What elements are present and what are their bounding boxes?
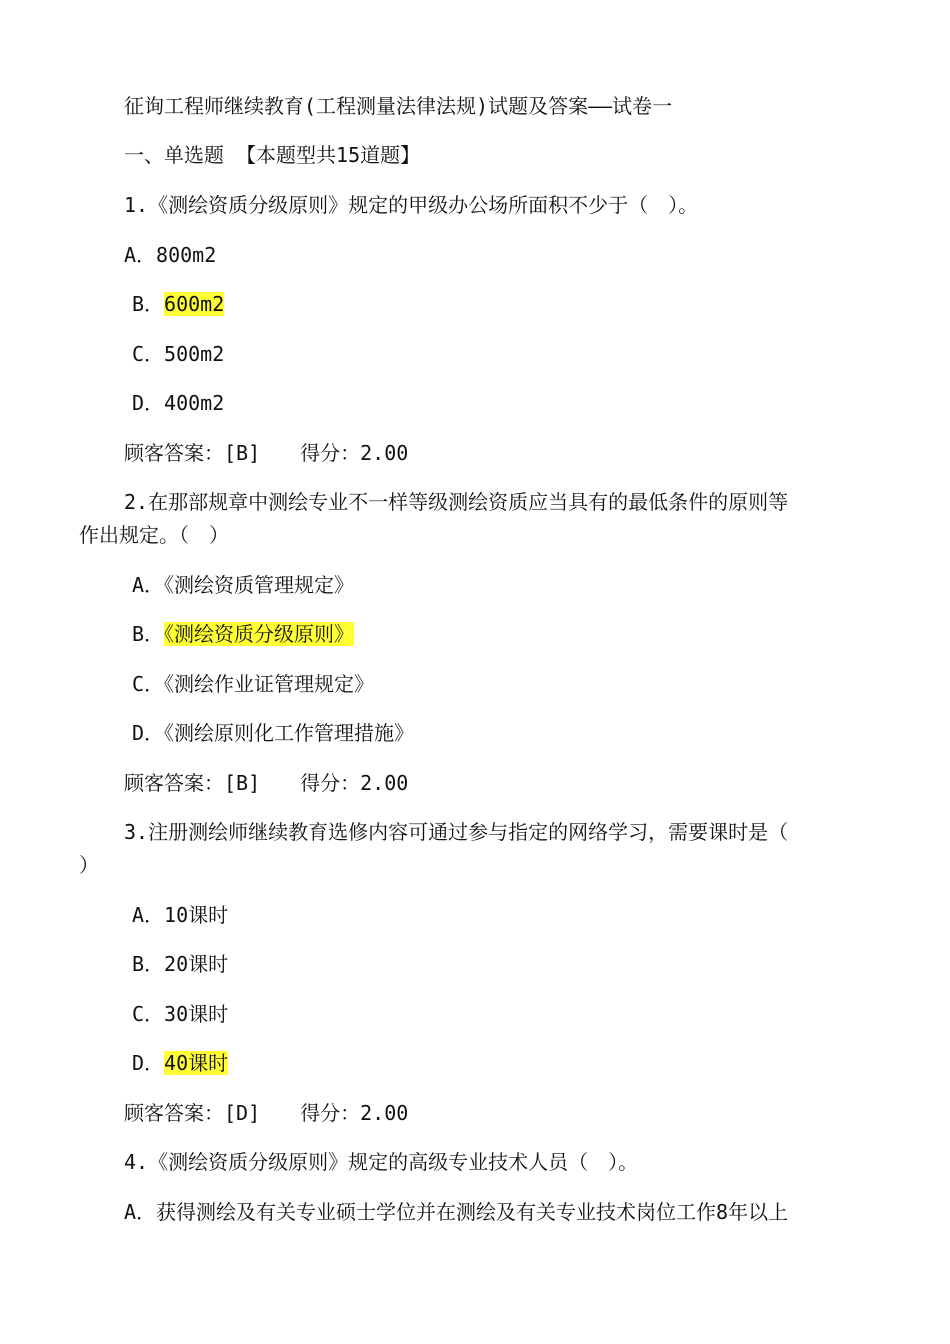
option-label: D．	[132, 391, 165, 415]
question-1-option-c	[132, 340, 224, 368]
question-2-stem-line1: 2.在那部规章中测绘专业不一样等级测绘资质应当具有的最低条件的原则等	[124, 490, 789, 514]
option-text-highlighted: 40课时	[164, 1051, 229, 1075]
question-4-option-a	[124, 1198, 788, 1226]
question-2-option-d	[132, 719, 414, 747]
question-2-stem-line2: 作出规定。（ ）	[79, 523, 229, 547]
question-4-stem: 4.《测绘资质分级原则》规定的高级专业技术人员（ ）。	[124, 1150, 639, 1174]
option-label: A．	[132, 903, 165, 927]
question-3-option-d	[132, 1049, 228, 1077]
option-text: 20课时	[164, 952, 229, 976]
option-label: C．	[132, 672, 165, 696]
option-label: A．	[124, 1200, 157, 1224]
option-label: B．	[132, 952, 165, 976]
question-1-stem: 1.《测绘资质分级原则》规定的甲级办公场所面积不少于（ ）。	[124, 193, 699, 217]
option-label: D．	[132, 1051, 165, 1075]
option-text: 《测绘原则化工作管理措施》	[164, 721, 415, 745]
option-text-highlighted: 600m2	[164, 292, 225, 316]
section-heading: 一、单选题 【本题型共15道题】	[124, 143, 421, 167]
question-1-option-d	[132, 389, 224, 417]
option-label: B．	[132, 292, 165, 316]
option-text: 10课时	[164, 903, 229, 927]
question-3-stem-line2: ）	[79, 853, 99, 877]
option-text: 400m2	[164, 391, 225, 415]
question-3-answer: 顾客答案：[D] 得分：2.00	[124, 1101, 409, 1125]
option-text: 获得测绘及有关专业硕士学位并在测绘及有关专业技术岗位工作8年以上	[156, 1200, 789, 1224]
option-label: D．	[132, 721, 165, 745]
question-3-stem-line1: 3.注册测绘师继续教育选修内容可通过参与指定的网络学习，需要课时是（	[124, 820, 789, 844]
question-1-answer: 顾客答案：[B] 得分：2.00	[124, 441, 409, 465]
option-text: 500m2	[164, 342, 225, 366]
question-2-answer: 顾客答案：[B] 得分：2.00	[124, 771, 409, 795]
option-text: 800m2	[156, 243, 217, 267]
question-3-option-c	[132, 1000, 228, 1028]
option-label: C．	[132, 342, 165, 366]
question-3-option-a	[132, 901, 228, 929]
option-label: B．	[132, 622, 165, 646]
option-text: 《测绘作业证管理规定》	[164, 672, 375, 696]
option-label: A．	[132, 573, 165, 597]
question-2-option-a	[132, 571, 354, 599]
option-text-highlighted: 《测绘资质分级原则》	[164, 622, 355, 646]
document-title: 征询工程师继续教育(工程测量法律法规)试题及答案——试卷一	[124, 94, 673, 118]
question-1-option-b	[132, 290, 224, 318]
option-text: 《测绘资质管理规定》	[164, 573, 355, 597]
option-label: A．	[124, 243, 157, 267]
question-1-option-a	[124, 241, 216, 269]
question-3-option-b	[132, 950, 228, 978]
question-2-option-b	[132, 620, 354, 648]
option-label: C．	[132, 1002, 165, 1026]
option-text: 30课时	[164, 1002, 229, 1026]
question-2-option-c	[132, 670, 374, 698]
